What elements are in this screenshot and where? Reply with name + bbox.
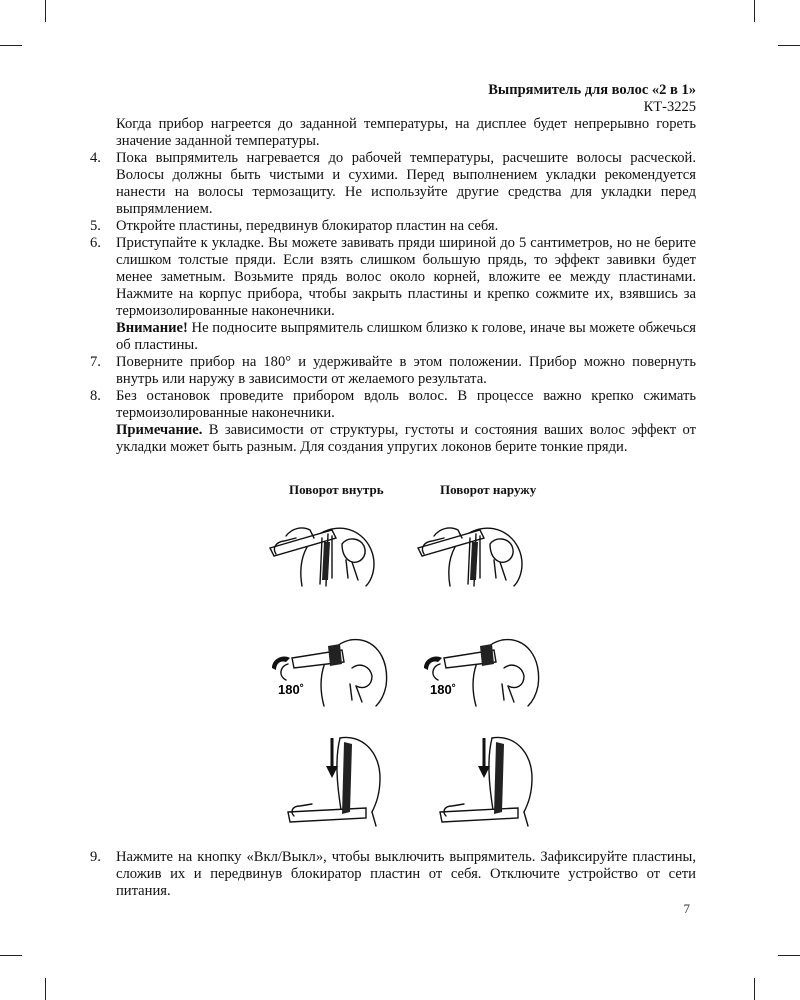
note-paragraph [88, 422, 696, 456]
caption-outward: Поворот наружу [440, 482, 537, 497]
illustration-rotate-inward [268, 628, 398, 708]
step-6 [88, 235, 696, 320]
step-7 [88, 354, 696, 388]
step-number: 9. [90, 849, 101, 865]
illustration-clamp-inward [262, 508, 392, 588]
crop-mark [754, 978, 755, 1000]
step-number: 6. [90, 235, 101, 251]
illustration-clamp-outward [410, 508, 540, 588]
crop-mark [0, 45, 22, 46]
crop-mark [778, 45, 800, 46]
product-title: Выпрямитель для волос «2 в 1» [488, 82, 696, 98]
step-text: Без остановок проведите прибором вдоль волос. В процессе важно крепко сжимать термоизолированные наконечники. [116, 388, 696, 421]
note-text: В зависимости от структуры, густоты и состояния ваших волос эффект от укладки может быть разным. Для создания упругих локонов берите тонкие пряди. [116, 422, 696, 455]
step-text: Нажмите на кнопку «Вкл/Выкл», чтобы выключить выпрямитель. Зафиксируйте пластины, сложив их и передвинув блокиратор пластин от себя. Отключите устройство от сети питания. [116, 849, 696, 899]
illustration-slide-inward [282, 732, 402, 832]
warning-paragraph [88, 320, 696, 354]
step-text: Откройте пластины, передвинув блокиратор пластин на себя. [116, 218, 499, 234]
model-number: КТ-3225 [643, 99, 696, 115]
page-header [488, 82, 696, 116]
rotation-label: 180˚ [430, 682, 457, 697]
instructions [88, 116, 696, 456]
step-9-item [88, 849, 696, 900]
caption-inward: Поворот внутрь [289, 482, 384, 497]
intro-paragraph: Когда прибор нагреется до заданной температуры, на дисплее будет непрерывно гореть значение заданной температуры. [116, 116, 696, 149]
step-number: 7. [90, 354, 101, 370]
rotation-label: 180˚ [278, 682, 305, 697]
step-4 [88, 150, 696, 218]
warning-label: Внимание! [116, 320, 188, 336]
crop-mark [0, 955, 22, 956]
note-label: Примечание. [116, 422, 203, 438]
illustration-rotate-outward [420, 628, 550, 708]
page-number: 7 [683, 901, 690, 916]
warning-text: Не подносите выпрямитель слишком близко к голове, иначе вы можете обжечься об пластины. [116, 320, 696, 353]
step-9 [88, 849, 696, 900]
step-text: Приступайте к укладке. Вы можете завивать пряди шириной до 5 сантиметров, но не берите слишком толстые пряди. Если взять слишком большую прядь, то эффект завивки будет менее заметным. Возьмите прядь волос около корней, вложите ее между пластинами. Нажмите на корпус прибора, чтобы закрыть пластины и крепко сожмите их, взявшись за термоизолированные наконечники. [116, 235, 696, 319]
crop-mark [45, 0, 46, 22]
crop-mark [778, 955, 800, 956]
crop-mark [45, 978, 46, 1000]
illustrations [0, 500, 800, 840]
step-number: 5. [90, 218, 101, 234]
step-number: 8. [90, 388, 101, 404]
step-text: Поверните прибор на 180° и удерживайте в этом положении. Прибор можно повернуть внутрь или наружу в зависимости от желаемого результата. [116, 354, 696, 387]
step-8 [88, 388, 696, 422]
illustration-slide-outward [434, 732, 554, 832]
step-text: Пока выпрямитель нагревается до рабочей температуры, расчешите волосы расческой. Волосы должны быть чистыми и сухими. Перед выполнением укладки рекомендуется нанести на волосы термозащиту. Не используйте другие средства для укладки перед выпрямлением. [116, 150, 696, 217]
step-number: 4. [90, 150, 101, 166]
step-5 [88, 218, 696, 235]
crop-mark [754, 0, 755, 22]
